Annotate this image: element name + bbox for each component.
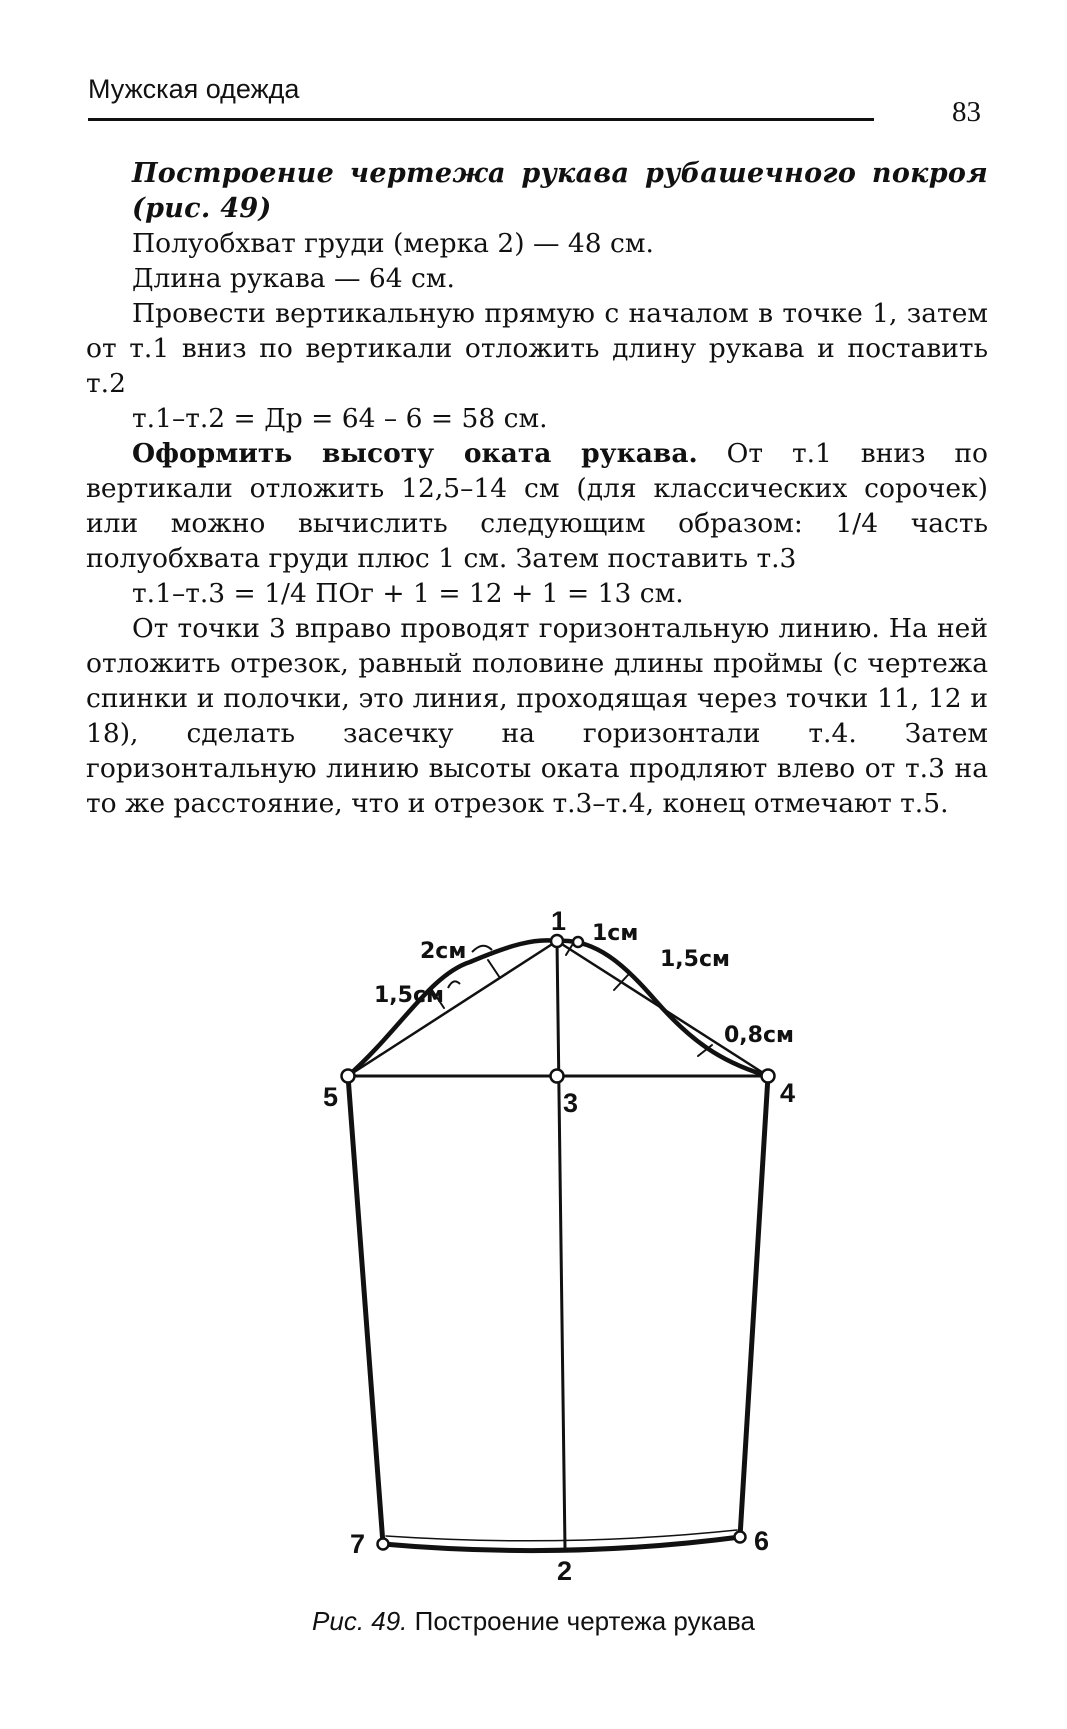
formula-2: т.1–т.3 = 1/4 ПОг + 1 = 12 + 1 = 13 см. (132, 578, 684, 609)
point-1-marker (551, 935, 563, 947)
point-6-marker (735, 1532, 746, 1543)
sleeve-length-line: Длина рукава — 64 см. (132, 263, 455, 294)
point-6-label: 6 (754, 1526, 770, 1556)
paragraph-3: От точки 3 вправо проводят горизонтальную линию. На ней отложить отрезок, равный половине длины проймы (с чертежа спинки и полочки, это линия, проходящая через точки 11, 12 и 18), сделать засечку на горизонтали т.4. Затем горизонтальную линию высоты оката продляют влево от т.3 на то же расстояние, что и отрезок т.3–т.4, конец отмечают т.5. (86, 613, 988, 819)
section-title: Построение чертежа рукава рубашечного покроя (рис. 49) (132, 158, 988, 224)
hem-line-inner (386, 1530, 737, 1541)
point-2-label: 2 (557, 1556, 573, 1586)
paragraph-2-lead: Оформить высоту оката рукава. (132, 438, 698, 469)
running-head: Мужская одежда (88, 74, 300, 104)
point-3-marker (551, 1070, 564, 1083)
annotation-left-lower: 1,5см (374, 983, 444, 1008)
point-7-label: 7 (350, 1529, 366, 1559)
point-1-label: 1 (551, 906, 567, 936)
tick-right-mid (614, 975, 628, 990)
annotation-right-lower: 0,8см (724, 1023, 794, 1048)
annotation-left-upper-leader (472, 946, 492, 952)
figure-caption (0, 1606, 1067, 1637)
paragraph-1: Провести вертикальную прямую с началом в точке 1, затем от т.1 вниз по вертикали отложить длину рукава и поставить т.2 (86, 298, 988, 399)
paragraph-2-rest: От т.1 вниз по вертикали отложить 12,5–14 см (для классических сорочек) или можно вычислить следующим образом: 1/4 часть полуобхвата груди плюс 1 см. Затем поставить т.3 (86, 438, 988, 574)
side-seam-left (348, 1076, 383, 1544)
point-4-marker (762, 1070, 775, 1083)
caption-text: Построение чертежа рукава (407, 1606, 755, 1636)
point-4-label: 4 (780, 1078, 796, 1108)
point-3-label: 3 (563, 1088, 579, 1118)
point-1b-marker (573, 937, 583, 947)
formula-1: т.1–т.2 = Др = 64 – 6 = 58 см. (132, 403, 548, 434)
annotation-right-mid: 1,5см (660, 947, 730, 972)
tick-left-upper (488, 960, 500, 978)
point-5-marker (342, 1070, 355, 1083)
caption-prefix: Рис. 49. (312, 1606, 408, 1636)
annotation-left-lower-leader (448, 981, 460, 988)
chest-measure-line: Полуобхват груди (мерка 2) — 48 см. (132, 228, 654, 259)
page-number: 83 (952, 96, 981, 128)
point-7-marker (378, 1539, 389, 1550)
annotation-right-top: 1см (592, 921, 639, 946)
point-5-label: 5 (323, 1082, 339, 1112)
side-seam-right (740, 1076, 768, 1537)
center-line (557, 941, 565, 1549)
annotation-left-upper: 2см (420, 939, 467, 964)
